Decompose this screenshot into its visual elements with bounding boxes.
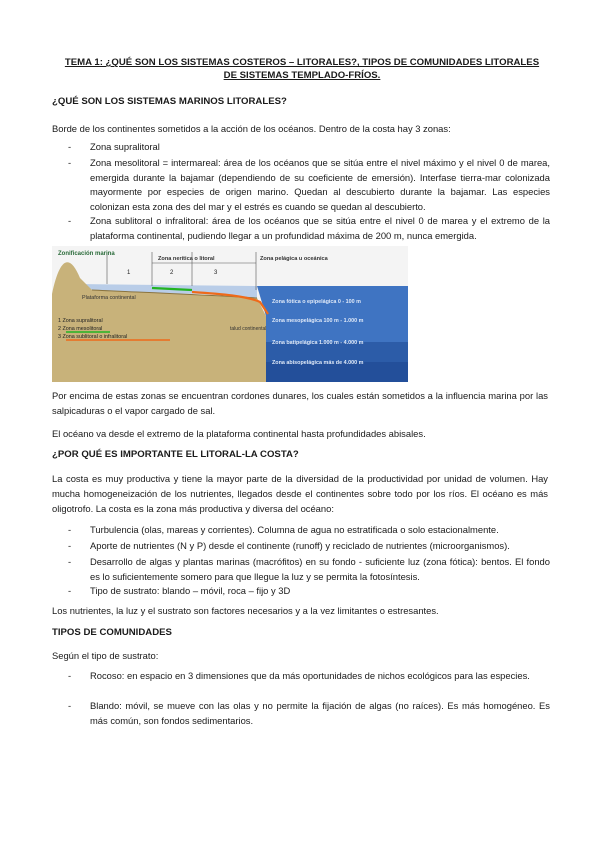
figure-title: Zonificación marina [58, 251, 115, 257]
legend-item: 1 Zona supralitoral [58, 318, 103, 324]
list-item-text: Tipo de sustrato: blando – móvil, roca – fijo y 3D [90, 585, 291, 596]
section1-intro: Borde de los continentes sometidos a la acción de los océanos. Dentro de la costa hay 3 zonas: [52, 123, 451, 134]
label-bathy: Zona batipelágica 1.000 m - 4.000 m [272, 340, 364, 346]
list-item-text: Zona mesolitoral = intermareal: área de los océanos que se sitúa entre el nivel máximo y el nivel 0 de marea, emergida durante la bajamar (dependiendo de su coeficiente de emersión). Interfase tierra-mar colonizada mayormente por especies de origen marino. Quedan al descubierto durante la bajamar. Las especies colonizan esta zona des del mar y el estrés es cuando se quedan al descubierto. [90, 157, 550, 212]
label-abyss: Zona abisopelágica más de 4.000 m [272, 360, 364, 366]
section-heading-communities: TIPOS DE COMUNIDADES [52, 627, 172, 638]
bullet-dash: - [68, 670, 72, 681]
label-photic: Zona fótica o epipelágica 0 - 100 m [272, 299, 361, 305]
bullet-dash: - [68, 700, 72, 711]
list-item-text: Turbulencia (olas, mareas y corrientes). Columna de agua no estratificada o solo estacionalmente. [90, 524, 499, 535]
list-item-text: Desarrollo de algas y plantas marinas (macrófitos) en su fondo - suficiente luz (zona fótica): bentos. El fondo es lo suficientemente somero para que llegue la luz y se permita la fotosíntesis. [90, 556, 550, 582]
label-meso: Zona mesopelágica 100 m - 1.000 m [272, 318, 364, 324]
list-item-text: Aporte de nutrientes (N y P) desde el continente (runoff) y reciclado de nutrientes (microorganismos). [90, 540, 510, 551]
paragraph-dunes: Por encima de estas zonas se encuentran cordones dunares, los cuales están sometidos a la influencia marina por las salpicaduras o el vapor cargado de sal. [52, 390, 548, 416]
section-heading-litorales: ¿QUÉ SON LOS SISTEMAS MARINOS LITORALES? [52, 96, 287, 107]
bullet-dash: - [68, 585, 72, 596]
zone-number: 2 [170, 270, 174, 276]
legend-item: 3 Zona sublitoral o infralitoral [58, 334, 128, 340]
list-item-text: Zona supralitoral [90, 141, 160, 152]
paragraph-factors: Los nutrientes, la luz y el sustrato son factores necesarios y a la vez limitantes o estresantes. [52, 605, 439, 616]
bullet-dash: - [68, 215, 72, 226]
list-item-text: Rocoso: en espacio en 3 dimensiones que da más oportunidades de nichos ecológicos para las especies. [90, 670, 530, 681]
label-slope: talud continental [230, 326, 267, 332]
document-title: TEMA 1: ¿QUÉ SON LOS SISTEMAS COSTEROS – LITORALES?, TIPOS DE COMUNIDADES LITORALES DE SISTEMAS TEMPLADO-FRÍOS. [64, 57, 540, 81]
label-shelf: Plataforma continental [82, 295, 136, 301]
label-pelagic: Zona pelágica u oceánica [260, 256, 328, 262]
legend-item: 2 Zona mesolitoral [58, 326, 103, 332]
section2-intro: La costa es muy productiva y tiene la mayor parte de la diversidad de la productividad por unidad de volumen. Hay mucha homogeneización de los nutrientes, llegados desde el continentes sobre todo por los ríos. El océano es más oligotrofo. La costa es la zona más productiva y diversa del océano: [52, 473, 548, 514]
bullet-dash: - [68, 556, 72, 567]
zone-number: 3 [214, 270, 218, 276]
bullet-dash: - [68, 540, 72, 551]
section3-intro: Según el tipo de sustrato: [52, 650, 159, 661]
zone-number: 1 [127, 270, 131, 276]
bullet-dash: - [68, 141, 72, 152]
list-item-text: Zona sublitoral o infralitoral: área de los océanos que se sitúa entre el nivel 0 de marea y el extremo de la plataforma continental, pudiendo llegar a un profundidad máxima de 200 m, nunca emergida. [90, 215, 550, 241]
marine-zonation-diagram [52, 246, 408, 382]
section-heading-importance: ¿POR QUÉ ES IMPORTANTE EL LITORAL-LA COSTA? [52, 449, 299, 460]
label-neritic: Zona nerítica o litoral [158, 256, 215, 262]
bullet-dash: - [68, 524, 72, 535]
paragraph-ocean: El océano va desde el extremo de la plataforma continental hasta profundidades abisales. [52, 428, 426, 439]
bullet-dash: - [68, 157, 72, 168]
list-item-text: Blando: móvil, se mueve con las olas y no permite la fijación de algas (no raíces). Es más homogéneo. Es más común, son fondos sedimentarios. [90, 700, 550, 726]
